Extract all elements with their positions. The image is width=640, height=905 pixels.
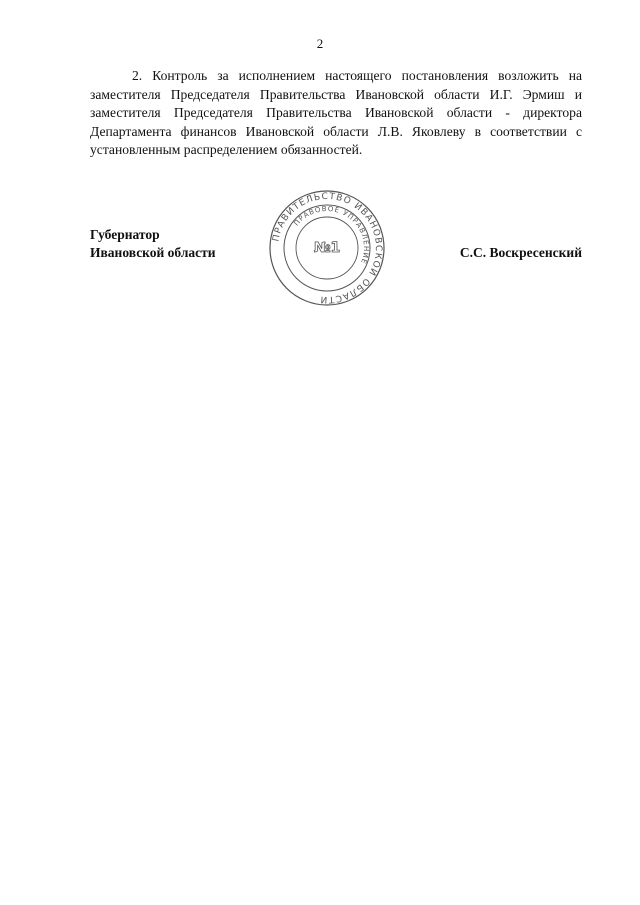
paragraph-2: 2. Контроль за исполнением настоящего постановления возложить на заместителя Председателя Правительства Ивановской области И.Г. Эрмиш и заместителя Председателя Правительства Ивановской области - директора Департамента финансов Ивановской области Л.В. Яковлеву в соответствии с установленным распределением обязанностей.	[90, 68, 582, 157]
stamp-outer-text: ПРАВИТЕЛЬСТВО ИВАНОВСКОЙ ОБЛАСТИ	[271, 191, 384, 305]
stamp-inner-text: ПРАВОВОЕ УПРАВЛЕНИЕ	[292, 204, 371, 266]
signature-position	[90, 226, 216, 262]
signature-position-line1: Губернатор	[90, 227, 160, 242]
page-number: 2	[316, 36, 324, 51]
stamp-number: №1	[313, 240, 341, 256]
signature-position-line2: Ивановской области	[90, 245, 216, 260]
signature-name: С.С. Воскресенский	[459, 245, 582, 260]
official-stamp	[267, 188, 387, 308]
